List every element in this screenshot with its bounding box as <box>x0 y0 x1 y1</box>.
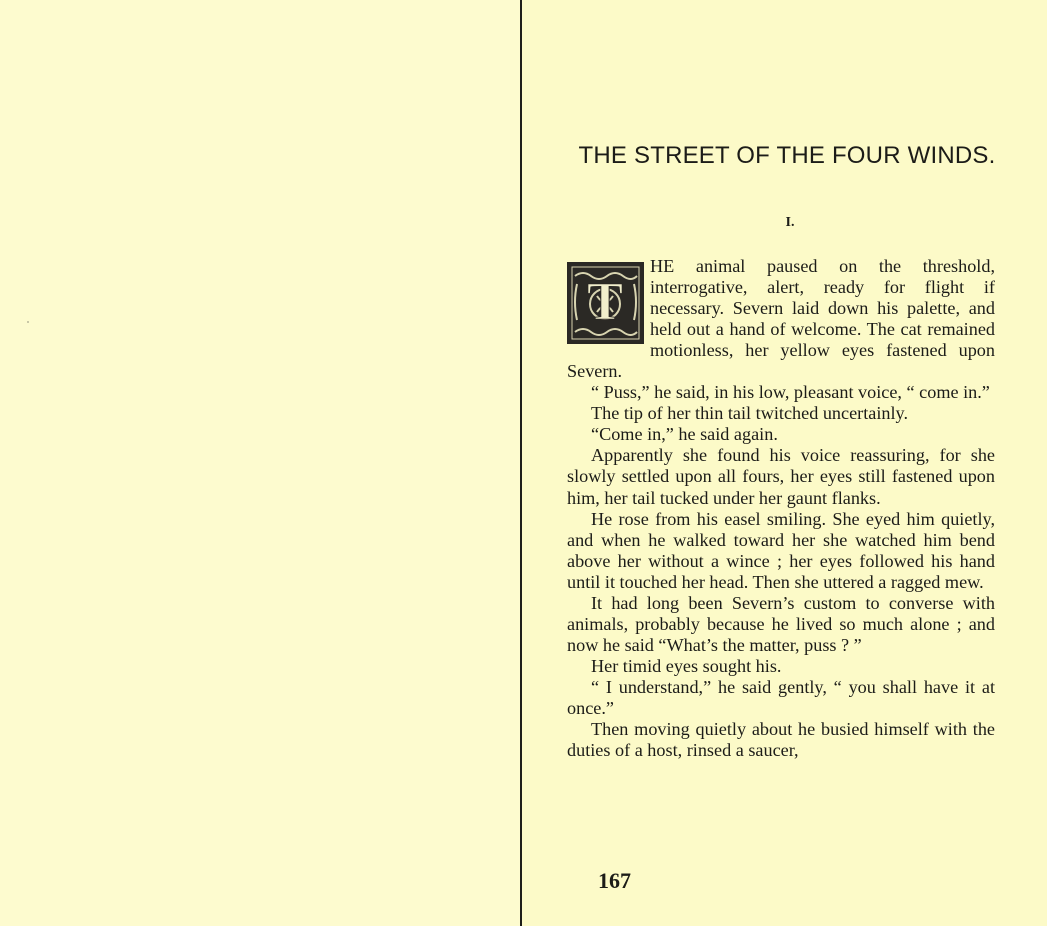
paragraph-3: The tip of her thin tail twitched uncertainly. <box>591 403 909 424</box>
chapter-title: THE STREET OF THE FOUR WINDS. <box>578 142 996 169</box>
page-number: 167 <box>598 868 631 893</box>
paragraph-2: “ Puss,” he said, in his low, pleasant voice, “ come in.” <box>591 382 990 403</box>
body-text <box>567 256 995 761</box>
paragraph-8: Her timid eyes sought his. <box>591 655 782 676</box>
left-page-blank <box>0 0 520 926</box>
paragraph-1: HE animal paused on the threshold, interrogative, alert, ready for flight if necessary. Severn laid down his palette, and held out a hand of welcome. The cat remained motionless, her yellow eyes fastened upon Severn. <box>567 256 995 382</box>
paragraph-6: He rose from his easel smiling. She eyed him quietly, and when he walked toward her she watched him bend above her without a wince ; her eyes followed his hand until it touched her head. Then she uttered a ragged mew. <box>567 508 995 592</box>
paragraph-5: Apparently she found his voice reassuring, for she slowly settled upon all fours, her eyes still fastened upon him, her tail tucked under her gaunt flanks. <box>567 445 995 508</box>
section-number: I. <box>785 215 795 230</box>
svg-text:T: T <box>586 271 624 331</box>
paragraph-9: “ I understand,” he said gently, “ you shall have it at once.” <box>567 676 995 718</box>
paragraph-10: Then moving quietly about he busied himself with the duties of a host, rinsed a saucer, <box>567 719 995 761</box>
dropcap-ornament-icon <box>569 264 642 342</box>
right-page <box>522 0 1047 926</box>
paragraph-7: It had long been Severn’s custom to converse with animals, probably because he lived so much alone ; and now he said “What’s the matter, puss ? ” <box>567 592 995 655</box>
ornamental-dropcap-t <box>567 262 644 344</box>
paper-speck <box>27 321 29 323</box>
paragraph-4: “Come in,” he said again. <box>591 424 778 445</box>
